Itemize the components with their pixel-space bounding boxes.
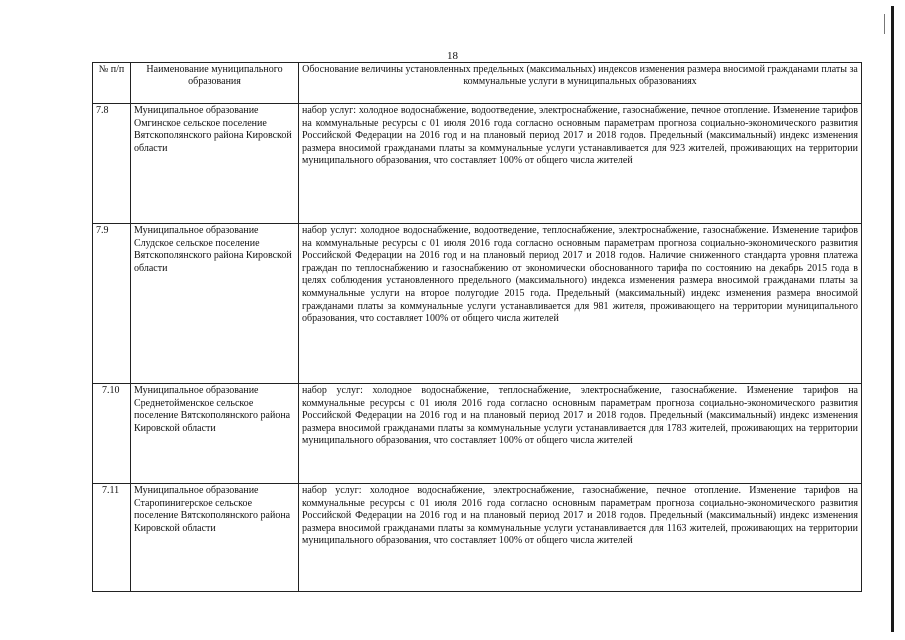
municipality-name: Муниципальное образование Среднетойменское сельское поселение Вятскополянского района Кировской области bbox=[131, 384, 299, 484]
municipality-name: Муниципальное образование Старопинигерское сельское поселение Вятскополянского района Кировской области bbox=[131, 484, 299, 592]
table-row bbox=[93, 384, 862, 484]
justification-text: набор услуг: холодное водоснабжение, водоотведение, электроснабжение, газоснабжение, печное отопление. Изменение тарифов на коммунальные ресурсы с 01 июля 2016 года согласно основным параметрам прогноза социально-экономического развития Российской Федерации на 2016 год и на плановый период 2017 и 2018 годов. Предельный (максимальный) индекс изменения размера вносимой гражданами платы за коммунальные услуги устанавливается для 923 жителей, проживающих на территории муниципального образования, что составляет 100% от общего числа жителей bbox=[299, 104, 862, 224]
table-header-row bbox=[93, 63, 862, 104]
tariff-index-table bbox=[92, 62, 862, 592]
row-number: 7.8 bbox=[93, 104, 131, 224]
table-row bbox=[93, 104, 862, 224]
row-number: 7.10 bbox=[93, 384, 131, 484]
table-row bbox=[93, 224, 862, 384]
justification-text: набор услуг: холодное водоснабжение, электроснабжение, газоснабжение, печное отопление. Изменение тарифов на коммунальные ресурсы с 01 июля 2016 года согласно основным параметрам прогноза социально-экономического развития Российской Федерации на 2016 год и на плановый период 2017 и 2018 годов. Предельный (максимальный) индекс изменения размера вносимой гражданами платы за коммунальные услуги устанавливается для 1163 жителей, проживающих на территории муниципального образования, что составляет 100% от общего числа жителей bbox=[299, 484, 862, 592]
row-number: 7.9 bbox=[93, 224, 131, 384]
justification-text: набор услуг: холодное водоснабжение, водоотведение, теплоснабжение, электроснабжение, газоснабжение. Изменение тарифов на коммунальные ресурсы с 01 июля 2016 года согласно основным параметрам прогноза социально-экономического развития Российской Федерации на 2016 год и на плановый период 2017 и 2018 годов. Наличие сниженного стандарта уровня платежа граждан по теплоснабжению и газоснабжению от экономически обоснованного тарифа по состоянию на декабрь 2015 года в целях соблюдения установленного предельного (максимального) индекса изменения размера вносимой гражданами платы за коммунальные услуги на второе полугодие 2015 года. Предельный (максимальный) индекс изменения размера вносимой гражданами платы за коммунальные услуги устанавливается для 981 жителя, проживающего на территории муниципального образования, что составляет 100% от общего числа жителей bbox=[299, 224, 862, 384]
municipality-name: Муниципальное образование Слудское сельское поселение Вятскополянского района Кировской области bbox=[131, 224, 299, 384]
row-number: 7.11 bbox=[93, 484, 131, 592]
page-number: 18 bbox=[447, 50, 458, 62]
scan-border-line bbox=[891, 6, 894, 632]
scan-edge-mark bbox=[884, 14, 885, 34]
municipality-name: Муниципальное образование Омгинское сельское поселение Вятскополянского района Кировской области bbox=[131, 104, 299, 224]
header-desc: Обоснование величины установленных предельных (максимальных) индексов изменения размера вносимой гражданами платы за коммунальные услуги в муниципальных образованиях bbox=[299, 63, 862, 104]
justification-text: набор услуг: холодное водоснабжение, теплоснабжение, электроснабжение, газоснабжение. Изменение тарифов на коммунальные ресурсы с 01 июля 2016 года согласно основным параметрам прогноза социально-экономического развития Российской Федерации на 2016 год и на плановый период 2017 и 2018 годов. Предельный (максимальный) индекс изменения размера вносимой гражданами платы за коммунальные услуги устанавливается для 1783 жителей, проживающих на территории муниципального образования, что составляет 100% от общего числа жителей bbox=[299, 384, 862, 484]
table-row bbox=[93, 484, 862, 592]
header-name: Наименование муниципального образования bbox=[131, 63, 299, 104]
header-num: № п/п bbox=[93, 63, 131, 104]
